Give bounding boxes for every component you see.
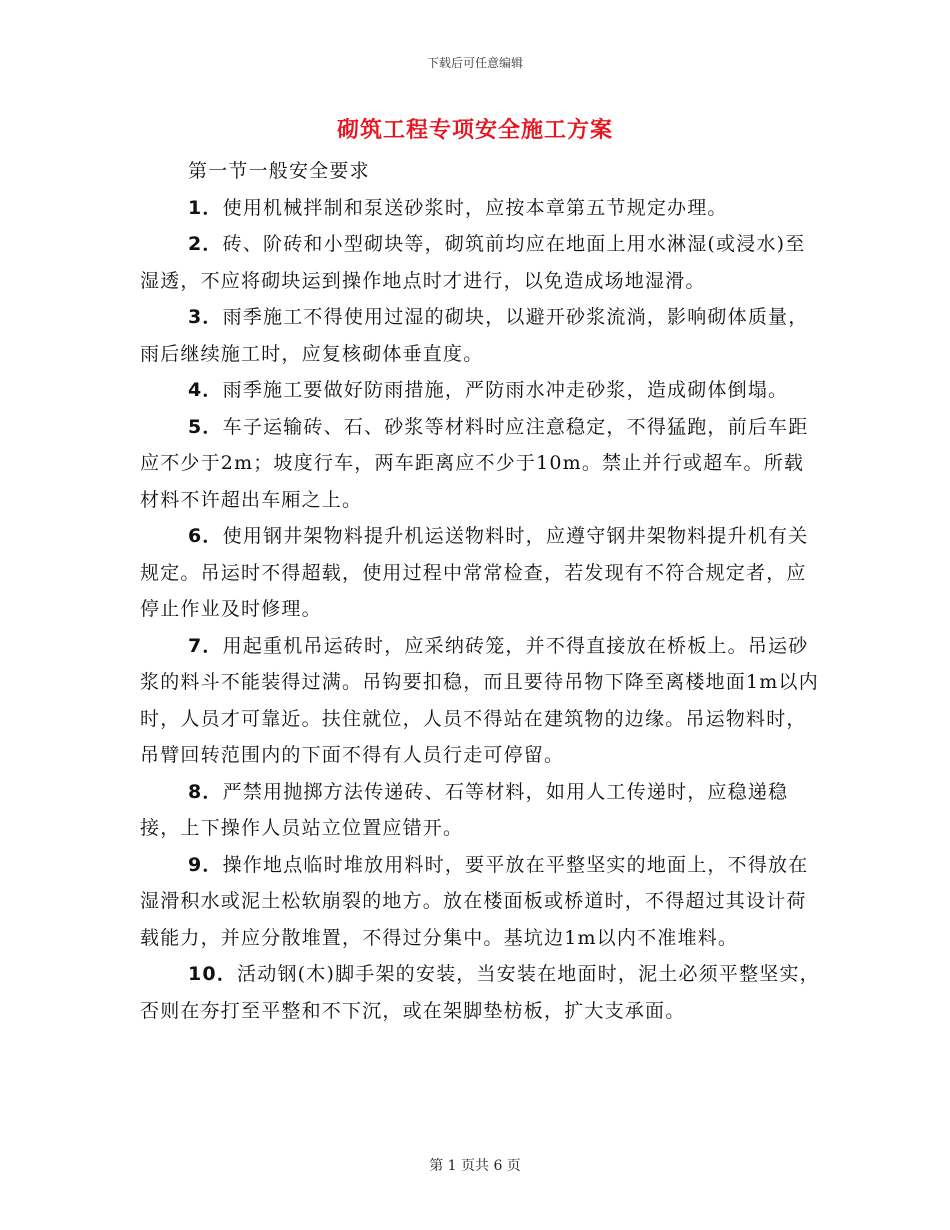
paragraph-number: 6． <box>188 525 223 547</box>
paragraph-number: 2． <box>188 233 223 255</box>
paragraph-text: 严禁用抛掷方法传递砖、石等材料，如用人工传递时，应稳递稳接，上下操作人员站立位置应错开。 <box>140 780 789 839</box>
paragraph-6 <box>140 518 820 628</box>
paragraph-10 <box>140 956 820 1029</box>
paragraph-number: 9． <box>188 853 223 876</box>
paragraph-8 <box>140 774 820 847</box>
paragraph-1 <box>140 190 820 227</box>
paragraph-text: 砖、阶砖和小型砌块等，砌筑前均应在地面上用水淋湿(或浸水)至湿透，不应将砌块运到操作地点时才进行，以免造成场地湿滑。 <box>140 233 806 292</box>
document-body <box>140 153 820 1029</box>
paragraph-text: 车子运输砖、石、砂浆等材料时应注意稳定，不得猛跑，前后车距应不少于2m；坡度行车，两车距离应不少于10m。禁止并行或超车。所载材料不许超出车厢之上。 <box>140 415 809 511</box>
paragraph-5 <box>140 409 820 519</box>
paragraph-text: 操作地点临时堆放用料时，要平放在平整坚实的地面上，不得放在湿滑积水或泥土松软崩裂的地方。放在楼面板或桥道时，不得超过其设计荷载能力，并应分散堆置，不得过分集中。基坑边1m以内不准堆料。 <box>140 853 809 949</box>
paragraph-number: 7． <box>188 634 223 657</box>
page-footer: 第 1 页共 6 页 <box>429 1158 521 1174</box>
paragraph-number: 10． <box>188 963 238 985</box>
paragraph-text: 用起重机吊运砖时，应采纳砖笼，并不得直接放在桥板上。吊运砂浆的料斗不能装得过满。吊钩要扣稳，而且要待吊物下降至离楼地面1m以内时，人员才可靠近。扶住就位，人员不得站在建筑物的边缘。吊运物料时，吊臂回转范围内的下面不得有人员行走可停留。 <box>140 634 819 766</box>
paragraph-number: 8． <box>188 780 223 803</box>
section-heading: 第一节一般安全要求 <box>188 160 370 182</box>
paragraph-number: 5． <box>188 415 223 438</box>
paragraph-text: 雨季施工要做好防雨措施，严防雨水冲走砂浆，造成砌体倒塌。 <box>222 379 789 401</box>
document-title: 砌筑工程专项安全施工方案 <box>336 117 613 143</box>
paragraph-number: 1． <box>188 196 223 219</box>
paragraph-7 <box>140 628 820 774</box>
paragraph-text: 使用机械拌制和泵送砂浆时，应按本章第五节规定办理。 <box>222 196 728 219</box>
paragraph-4 <box>140 372 820 409</box>
paragraph-number: 3． <box>188 306 223 328</box>
paragraph-9 <box>140 847 820 957</box>
paragraph-text: 活动钢(木)脚手架的安装，当安装在地面时，泥土必须平整坚实，否则在夯打至平整和不下沉，或在架脚垫枋板，扩大支承面。 <box>140 963 820 1022</box>
paragraph-3 <box>140 299 820 372</box>
paragraph-2 <box>140 226 820 299</box>
paragraph-number: 4． <box>188 379 223 401</box>
paragraph-text: 雨季施工不得使用过湿的砌块，以避开砂浆流淌，影响砌体质量，雨后继续施工时，应复核砌体垂直度。 <box>140 306 809 365</box>
paragraph-text: 使用钢井架物料提升机运送物料时，应遵守钢井架物料提升机有关规定。吊运时不得超载，使用过程中常常检查，若发现有不符合规定者，应停止作业及时修理。 <box>140 525 809 620</box>
page-header-note: 下载后可任意编辑 <box>426 56 523 70</box>
